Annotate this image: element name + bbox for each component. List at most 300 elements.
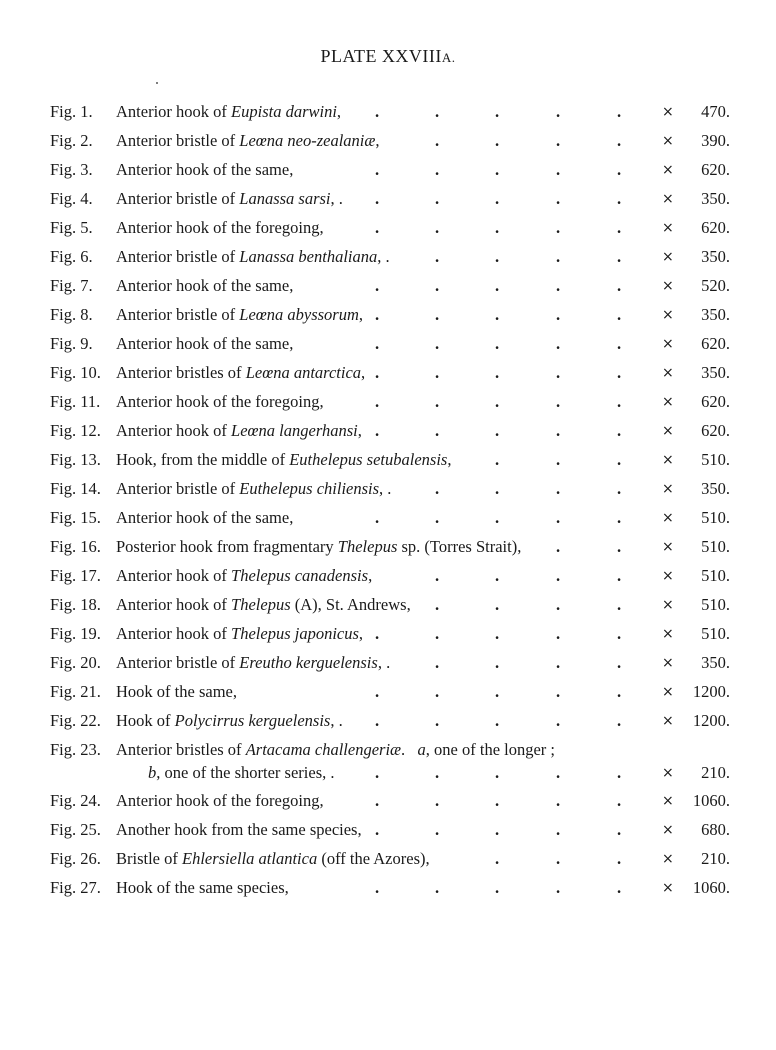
description-text: Anterior hook of the foregoing,: [116, 218, 324, 237]
figure-number: Fig. 26.: [50, 849, 101, 868]
figure-row-continuation: [0, 761, 776, 785]
figure-description: [116, 622, 363, 646]
magnification: 620.: [701, 218, 730, 237]
leader-dot: .: [495, 102, 500, 121]
magnification: 350.: [701, 305, 730, 324]
description-text: ,: [368, 566, 373, 585]
figure-number: Fig. 9.: [50, 334, 93, 353]
figure-row: [0, 419, 776, 443]
leader-dot: .: [435, 189, 440, 208]
leader-dot: .: [435, 247, 440, 266]
figure-number: Fig. 22.: [50, 711, 101, 730]
magnification: 510.: [701, 566, 730, 585]
description-text: .: [401, 740, 406, 759]
figure-number: Fig. 2.: [50, 131, 93, 150]
description-text: , .: [379, 479, 392, 498]
figure-number: Fig. 10.: [50, 363, 101, 382]
description-text: (A), St. Andrews,: [290, 595, 411, 614]
description-text: Hook of the same species,: [116, 878, 289, 897]
leader-dot: .: [617, 624, 622, 643]
leader-dot: .: [617, 566, 622, 585]
species-name: Eupista darwini: [231, 102, 337, 121]
figure-description: [116, 506, 293, 530]
leader-dot: .: [375, 102, 380, 121]
species-name: Thelepus: [231, 595, 291, 614]
series-letter: b: [148, 763, 157, 782]
leader-dot: .: [617, 711, 622, 730]
leader-dot: .: [435, 334, 440, 353]
figure-number: Fig. 19.: [50, 624, 101, 643]
figure-row: [0, 847, 776, 871]
figure-row: [0, 564, 776, 588]
leader-dot: .: [495, 276, 500, 295]
leader-dot: .: [617, 218, 622, 237]
magnification: 510.: [701, 537, 730, 556]
times-symbol: ×: [662, 539, 674, 555]
description-text: (off the Azores),: [317, 849, 430, 868]
figure-number: Fig. 7.: [50, 276, 93, 295]
leader-dot: .: [375, 392, 380, 411]
leader-dot: .: [375, 624, 380, 643]
description-text: , .: [377, 247, 390, 266]
leader-dot: .: [556, 247, 561, 266]
leader-dot: .: [617, 479, 622, 498]
times-symbol: ×: [662, 510, 674, 526]
description-text: ,: [375, 131, 380, 150]
leader-dot: .: [556, 682, 561, 701]
figure-description: [116, 789, 324, 813]
leader-dot: .: [617, 131, 622, 150]
figure-description: [116, 187, 343, 211]
times-symbol: ×: [662, 249, 674, 265]
magnification: 350.: [701, 479, 730, 498]
leader-dot: .: [617, 450, 622, 469]
leader-dot: .: [435, 820, 440, 839]
figure-number: Fig. 8.: [50, 305, 93, 324]
figure-description: [116, 593, 411, 617]
series-letter: a: [417, 740, 426, 759]
leader-dot: .: [435, 791, 440, 810]
leader-dot: .: [435, 305, 440, 324]
description-text: Anterior hook of the foregoing,: [116, 392, 324, 411]
leader-dot: .: [375, 363, 380, 382]
leader-dot: .: [435, 595, 440, 614]
figure-description: [116, 361, 365, 385]
figure-description: [116, 847, 430, 871]
figure-row: [0, 100, 776, 124]
description-text: Anterior hook of: [116, 102, 232, 121]
leader-dot: .: [556, 537, 561, 556]
description-text: ,: [361, 363, 366, 382]
leader-dot: .: [556, 363, 561, 382]
figure-row: [0, 818, 776, 842]
leader-dot: .: [495, 820, 500, 839]
leader-dot: .: [617, 653, 622, 672]
description-text: Anterior bristle of: [116, 247, 240, 266]
magnification: 350.: [701, 653, 730, 672]
figure-row: [0, 622, 776, 646]
leader-dot: .: [617, 421, 622, 440]
figure-description: [116, 535, 521, 559]
magnification: 1060.: [692, 878, 730, 897]
figure-number: Fig. 12.: [50, 421, 101, 440]
magnification: 680.: [701, 820, 730, 839]
leader-dot: .: [495, 878, 500, 897]
leader-dot: .: [435, 392, 440, 411]
figure-number: Fig. 11.: [50, 392, 101, 411]
leader-dot: .: [617, 334, 622, 353]
figure-number: Fig. 6.: [50, 247, 93, 266]
figure-description: [116, 876, 289, 900]
figure-row: [0, 390, 776, 414]
species-name: Leœna neo-zealaniæ: [239, 131, 376, 150]
times-symbol: ×: [662, 822, 674, 838]
description-text: Anterior hook of: [116, 624, 232, 643]
leader-dot: .: [495, 849, 500, 868]
species-name: Ereutho kerguelensis: [239, 653, 378, 672]
leader-dot: .: [495, 131, 500, 150]
figure-description: [148, 761, 335, 785]
times-symbol: ×: [662, 597, 674, 613]
species-name: Artacama challengeriæ: [245, 740, 402, 759]
times-symbol: ×: [662, 765, 674, 781]
times-symbol: ×: [662, 684, 674, 700]
leader-dot: .: [617, 247, 622, 266]
leader-dot: .: [617, 820, 622, 839]
magnification: 210.: [701, 849, 730, 868]
species-name: Leœna abyssorum: [239, 305, 359, 324]
description-text: Anterior bristles of: [116, 363, 246, 382]
description-text: Anterior bristle of: [116, 305, 240, 324]
leader-dot: .: [556, 421, 561, 440]
leader-dot: .: [495, 682, 500, 701]
times-symbol: ×: [662, 880, 674, 896]
description-text: Anterior hook of the same,: [116, 276, 294, 295]
leader-dot: .: [556, 392, 561, 411]
leader-dot: .: [435, 508, 440, 527]
description-text: ,: [447, 450, 452, 469]
leader-dot: .: [375, 305, 380, 324]
leader-dot: .: [556, 450, 561, 469]
magnification: 510.: [701, 450, 730, 469]
leader-dot: .: [617, 189, 622, 208]
leader-dot: .: [495, 566, 500, 585]
leader-dot: .: [617, 791, 622, 810]
print-speck: [156, 82, 158, 84]
figure-number: Fig. 23.: [50, 740, 101, 759]
species-name: Lanassa benthaliana: [239, 247, 378, 266]
magnification: 520.: [701, 276, 730, 295]
leader-dot: .: [495, 247, 500, 266]
leader-dot: .: [495, 595, 500, 614]
description-text: , .: [377, 653, 391, 672]
figure-row: [0, 593, 776, 617]
magnification: 390.: [701, 131, 730, 150]
figure-row: [0, 245, 776, 269]
figure-description: [116, 303, 363, 327]
leader-dot: .: [375, 878, 380, 897]
description-text: Bristle of: [116, 849, 182, 868]
times-symbol: ×: [662, 481, 674, 497]
description-text: Another hook from the same species,: [116, 820, 362, 839]
description-text: , one of the longer ;: [425, 740, 556, 759]
species-name: Thelepus: [337, 537, 398, 556]
figure-description: [116, 274, 293, 298]
leader-dot: .: [375, 820, 380, 839]
figure-number: Fig. 16.: [50, 537, 101, 556]
description-text: Anterior bristle of: [116, 131, 240, 150]
leader-dot: .: [435, 566, 440, 585]
magnification: 350.: [701, 189, 730, 208]
leader-dot: .: [495, 479, 500, 498]
times-symbol: ×: [662, 626, 674, 642]
figure-row: [0, 448, 776, 472]
leader-dot: .: [435, 160, 440, 179]
leader-dot: .: [556, 276, 561, 295]
times-symbol: ×: [662, 191, 674, 207]
description-text: Anterior hook of the same,: [116, 508, 294, 527]
leader-dot: .: [617, 682, 622, 701]
description-text: ,: [357, 421, 362, 440]
times-symbol: ×: [662, 793, 674, 809]
leader-dot: .: [375, 334, 380, 353]
leader-dot: .: [556, 102, 561, 121]
species-name: Leœna langerhansi: [231, 421, 358, 440]
description-text: Anterior hook of: [116, 421, 232, 440]
leader-dot: .: [556, 763, 561, 782]
leader-dot: .: [556, 878, 561, 897]
figure-description: [116, 158, 293, 182]
figure-row: [0, 274, 776, 298]
leader-dot: .: [617, 763, 622, 782]
figure-row: [0, 680, 776, 704]
description-text: Anterior bristle of: [116, 189, 240, 208]
leader-dot: .: [495, 218, 500, 237]
leader-dot: .: [617, 595, 622, 614]
description-text: Posterior hook from fragmentary: [116, 537, 338, 556]
leader-dot: .: [435, 763, 440, 782]
leader-dot: .: [495, 334, 500, 353]
leader-dot: .: [435, 363, 440, 382]
leader-dot: .: [435, 624, 440, 643]
figure-description: [116, 332, 293, 356]
figure-description: [116, 448, 451, 472]
description-text: sp. (Torres Strait),: [397, 537, 522, 556]
leader-dot: .: [435, 131, 440, 150]
leader-dot: .: [556, 334, 561, 353]
figure-description: [116, 390, 324, 414]
description-text: Anterior bristle of: [116, 479, 240, 498]
leader-dot: .: [495, 392, 500, 411]
figure-row: [0, 187, 776, 211]
leader-dot: .: [556, 653, 561, 672]
leader-dot: .: [556, 820, 561, 839]
leader-dot: .: [375, 276, 380, 295]
figure-row: [0, 158, 776, 182]
leader-dot: .: [375, 791, 380, 810]
figure-number: Fig. 13.: [50, 450, 101, 469]
figure-number: Fig. 20.: [50, 653, 101, 672]
leader-dot: .: [495, 160, 500, 179]
leader-dot: .: [435, 479, 440, 498]
times-symbol: ×: [662, 713, 674, 729]
figure-row: [0, 477, 776, 501]
leader-dot: .: [556, 131, 561, 150]
times-symbol: ×: [662, 394, 674, 410]
species-name: Thelepus canadensis: [231, 566, 369, 585]
leader-dot: .: [495, 450, 500, 469]
times-symbol: ×: [662, 104, 674, 120]
description-text: ,: [358, 624, 364, 643]
leader-dot: .: [556, 566, 561, 585]
magnification: 1060.: [692, 791, 730, 810]
figure-description: [116, 738, 555, 762]
times-symbol: ×: [662, 452, 674, 468]
magnification: 620.: [701, 421, 730, 440]
description-text: Anterior hook of the foregoing,: [116, 791, 324, 810]
figure-number: Fig. 4.: [50, 189, 93, 208]
magnification: 350.: [701, 247, 730, 266]
figure-description: [116, 709, 343, 733]
leader-dot: .: [556, 791, 561, 810]
leader-dot: .: [617, 849, 622, 868]
leader-dot: .: [435, 102, 440, 121]
magnification: 620.: [701, 334, 730, 353]
figure-number: Fig. 25.: [50, 820, 101, 839]
leader-dot: .: [495, 305, 500, 324]
species-name: Euthelepus setubalensis: [289, 450, 448, 469]
magnification: 620.: [701, 392, 730, 411]
description-text: Hook, from the middle of: [116, 450, 290, 469]
magnification: 210.: [701, 763, 730, 782]
magnification: 1200.: [692, 711, 730, 730]
times-symbol: ×: [662, 220, 674, 236]
leader-dot: .: [617, 305, 622, 324]
leader-dot: .: [495, 711, 500, 730]
leader-dot: .: [556, 160, 561, 179]
times-symbol: ×: [662, 307, 674, 323]
figure-description: [116, 680, 237, 704]
magnification: 510.: [701, 595, 730, 614]
leader-dot: .: [375, 218, 380, 237]
species-name: Ehlersiella atlantica: [182, 849, 318, 868]
figure-number: Fig. 17.: [50, 566, 101, 585]
leader-dot: .: [495, 363, 500, 382]
leader-dot: .: [495, 189, 500, 208]
leader-dot: .: [495, 653, 500, 672]
description-text: Hook of: [116, 711, 175, 730]
leader-dot: .: [617, 160, 622, 179]
leader-dot: .: [556, 595, 561, 614]
leader-dot: .: [435, 653, 440, 672]
figure-number: Fig. 21.: [50, 682, 101, 701]
magnification: 470.: [701, 102, 730, 121]
leader-dot: .: [556, 849, 561, 868]
figure-description: [116, 564, 372, 588]
leader-dot: .: [435, 878, 440, 897]
figure-row: [0, 738, 776, 762]
figure-number: Fig. 3.: [50, 160, 93, 179]
description-text: , one of the shorter series, .: [156, 763, 335, 782]
leader-dot: .: [556, 624, 561, 643]
times-symbol: ×: [662, 851, 674, 867]
leader-dot: .: [435, 218, 440, 237]
description-text: ,: [336, 102, 342, 121]
figure-description: [116, 818, 362, 842]
leader-dot: .: [375, 682, 380, 701]
plate-title: PLATE XXVIIIA.: [320, 46, 456, 66]
leader-dot: .: [435, 421, 440, 440]
magnification: 510.: [701, 624, 730, 643]
leader-dot: .: [556, 479, 561, 498]
leader-dot: .: [435, 682, 440, 701]
leader-dot: .: [375, 421, 380, 440]
figure-number: Fig. 15.: [50, 508, 101, 527]
leader-dot: .: [617, 392, 622, 411]
times-symbol: ×: [662, 655, 674, 671]
figure-number: Fig. 24.: [50, 791, 101, 810]
figure-description: [116, 477, 391, 501]
leader-dot: .: [556, 711, 561, 730]
figure-row: [0, 709, 776, 733]
species-name: Thelepus japonicus: [231, 624, 359, 643]
species-name: Polycirrus kerguelensis: [174, 711, 331, 730]
figure-row: [0, 332, 776, 356]
species-name: Lanassa sarsi: [239, 189, 331, 208]
figure-row: [0, 535, 776, 559]
figure-description: [116, 245, 390, 269]
leader-dot: .: [556, 189, 561, 208]
figure-description: [116, 651, 390, 675]
figure-number: Fig. 18.: [50, 595, 101, 614]
magnification: 620.: [701, 160, 730, 179]
leader-dot: .: [617, 363, 622, 382]
leader-dot: .: [495, 421, 500, 440]
figure-row: [0, 789, 776, 813]
magnification: 350.: [701, 363, 730, 382]
species-name: Euthelepus chiliensis: [239, 479, 380, 498]
leader-dot: .: [375, 711, 380, 730]
magnification: 510.: [701, 508, 730, 527]
description-text: ,: [358, 305, 364, 324]
leader-dot: .: [375, 508, 380, 527]
figure-row: [0, 651, 776, 675]
description-text: Anterior bristles of: [116, 740, 246, 759]
leader-dot: .: [495, 624, 500, 643]
description-text: Anterior hook of the same,: [116, 334, 294, 353]
figure-description: [116, 100, 341, 124]
figure-row: [0, 216, 776, 240]
times-symbol: ×: [662, 568, 674, 584]
figure-row: [0, 129, 776, 153]
description-text: Anterior hook of: [116, 566, 232, 585]
times-symbol: ×: [662, 278, 674, 294]
times-symbol: ×: [662, 133, 674, 149]
figure-description: [116, 216, 324, 240]
leader-dot: .: [495, 791, 500, 810]
leader-dot: .: [375, 763, 380, 782]
magnification: 1200.: [692, 682, 730, 701]
leader-dot: .: [556, 305, 561, 324]
leader-dot: .: [617, 276, 622, 295]
description-text: Anterior bristle of: [116, 653, 240, 672]
figure-description: [116, 129, 380, 153]
leader-dot: .: [556, 218, 561, 237]
leader-dot: .: [495, 508, 500, 527]
times-symbol: ×: [662, 162, 674, 178]
description-text: Anterior hook of: [116, 595, 232, 614]
leader-dot: .: [435, 711, 440, 730]
